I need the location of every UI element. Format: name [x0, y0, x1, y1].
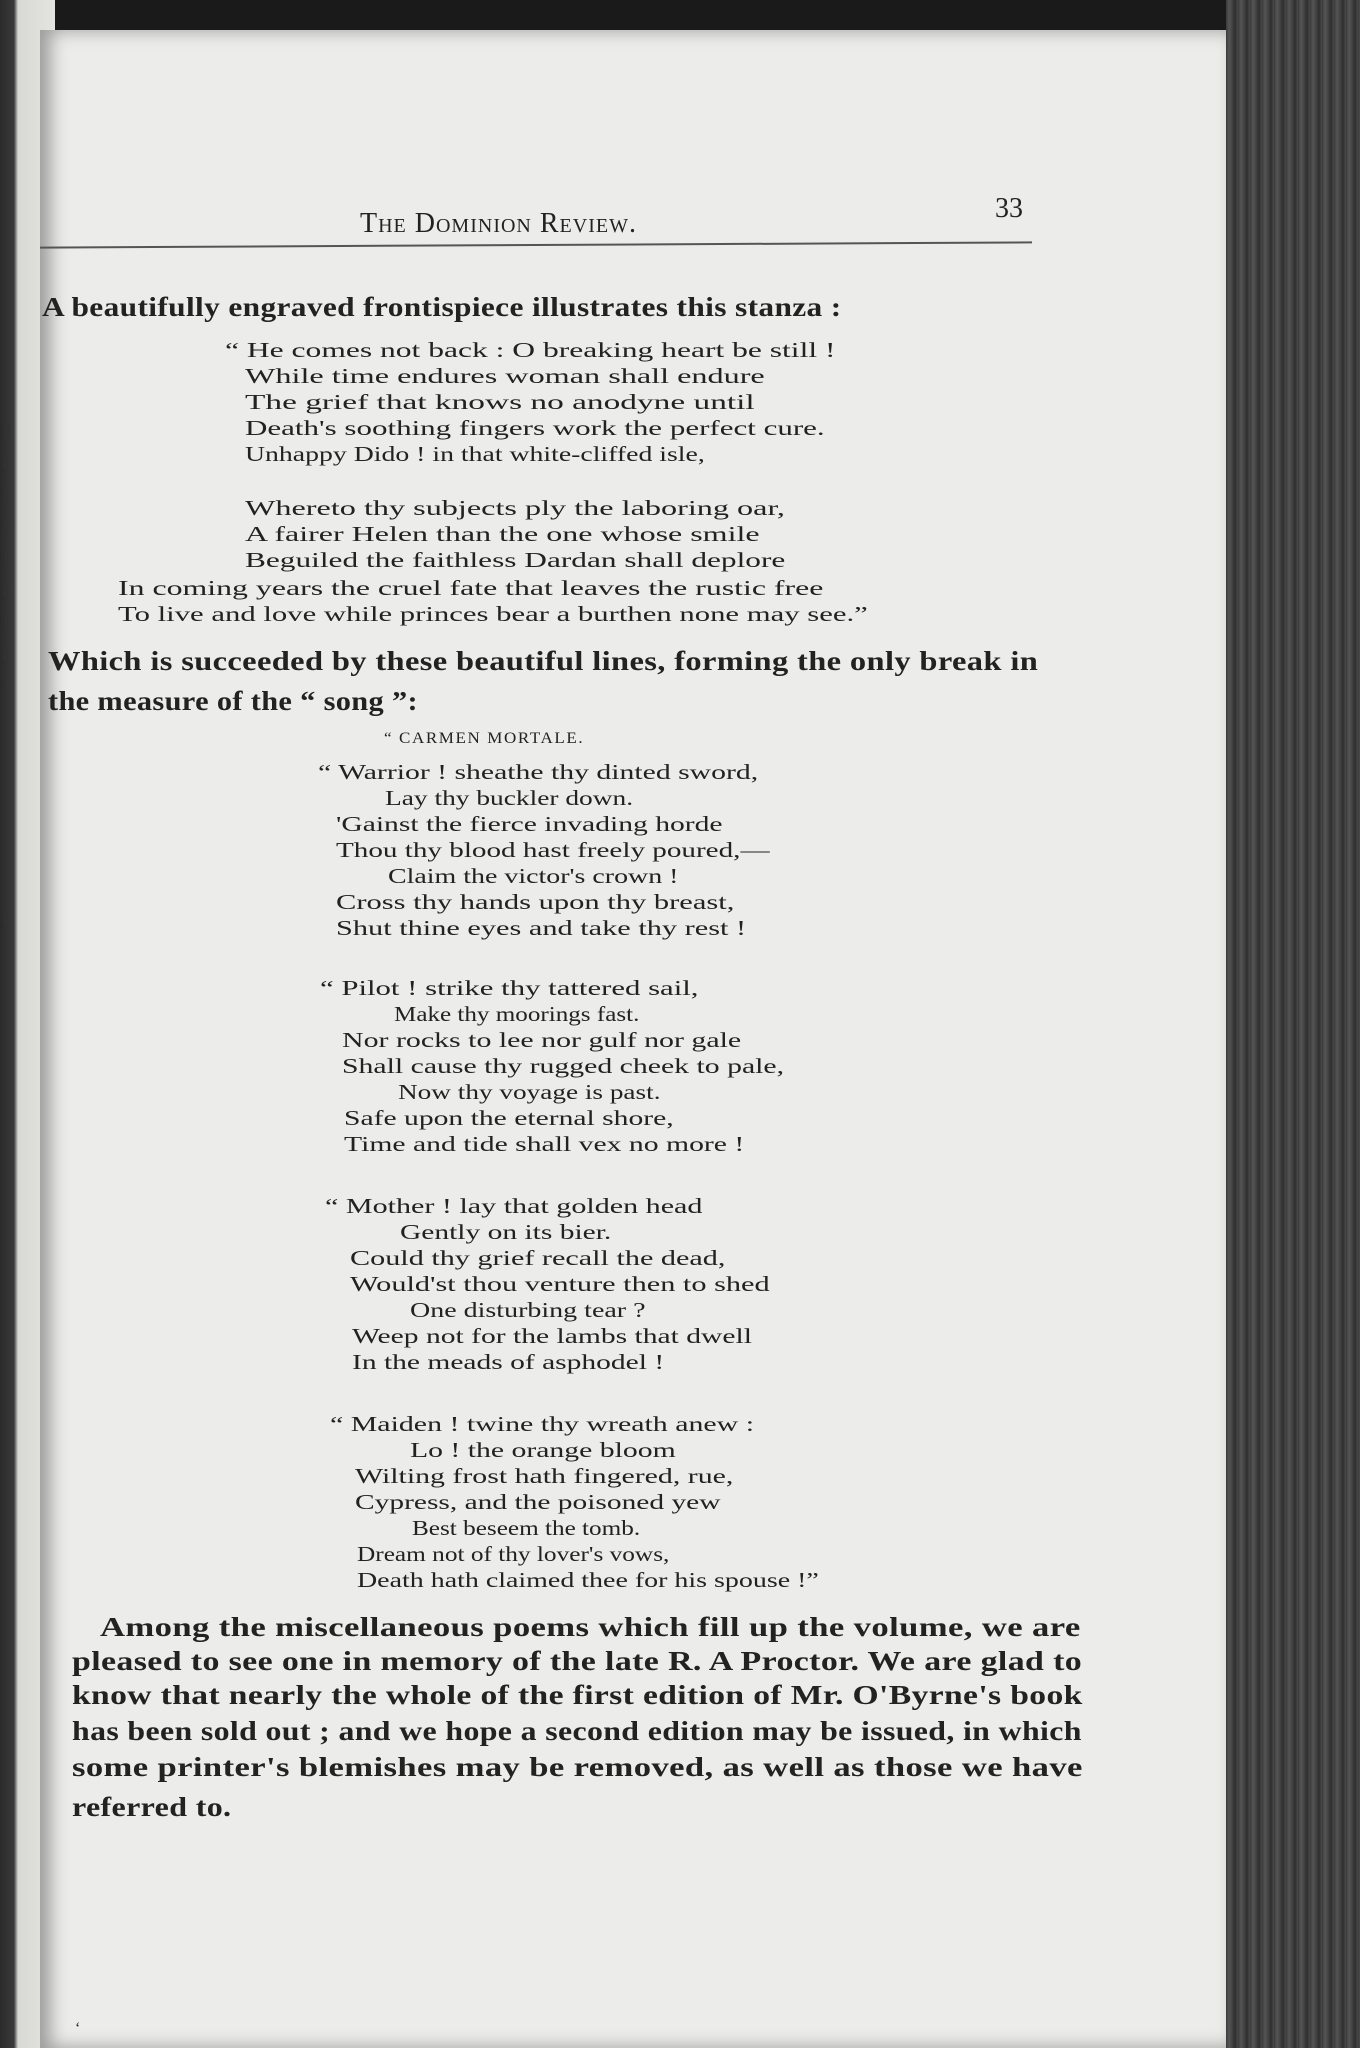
song-title: “ CARMEN MORTALE. [384, 730, 585, 747]
song-line: Nor rocks to lee nor gulf nor gale [342, 1028, 742, 1052]
song-line: Shut thine eyes and take thy rest ! [336, 916, 747, 940]
margin-letter: 1 [3, 676, 12, 695]
song-line: “ Warrior ! sheathe thy dinted sword, [318, 760, 759, 784]
margin-letter: y [3, 516, 12, 535]
song-line: Dream not of thy lover's vows, [357, 1542, 670, 1566]
song-line: Cross thy hands upon thy breast, [336, 890, 735, 914]
song-line: In the meads of asphodel ! [352, 1350, 665, 1374]
stanza-line: A fairer Helen than the one whose smile [245, 522, 760, 546]
song-line: Thou thy blood hast freely poured,— [336, 838, 770, 862]
song-line: Cypress, and the poisoned yew [355, 1490, 721, 1514]
stanza-line: In coming years the cruel fate that leaves the rustic free [118, 576, 824, 600]
closing-line: pleased to see one in memory of the late R. A Proctor. We are glad to [72, 1646, 1083, 1676]
song-line: 'Gainst the fierce invading horde [336, 812, 723, 836]
margin-letter: f [3, 612, 9, 631]
margin-letter: r [3, 910, 9, 929]
closing-line: Among the miscellaneous poems which fill up the volume, we are [100, 1612, 1081, 1642]
song-line: Best beseem the tomb. [412, 1516, 641, 1540]
closing-line: some printer's blemishes may be removed, as well as those we have [72, 1752, 1083, 1782]
song-line: Weep not for the lambs that dwell [352, 1324, 752, 1348]
song-line: “ Mother ! lay that golden head [325, 1194, 703, 1218]
closing-line: know that nearly the whole of the first edition of Mr. O'Byrne's book [72, 1680, 1083, 1710]
margin-letter: a [3, 580, 11, 599]
song-line: Wilting frost hath fingered, rue, [355, 1464, 734, 1488]
margin-letter: g [3, 420, 12, 439]
song-line: “ Pilot ! strike thy tattered sail, [320, 976, 699, 1000]
stanza-line: Unhappy Dido ! in that white-cliffed isle, [245, 442, 705, 466]
song-line: One disturbing tear ? [410, 1298, 646, 1322]
margin-letter: a [3, 644, 11, 663]
song-line: Death hath claimed thee for his spouse !” [357, 1568, 819, 1592]
margin-letter: s [3, 484, 10, 503]
song-line: Make thy moorings fast. [394, 1002, 640, 1026]
margin-letter: a [3, 452, 11, 471]
closing-line: has been sold out ; and we hope a second edition may be issued, in which [72, 1716, 1082, 1746]
song-line: Time and tide shall vex no more ! [344, 1132, 745, 1156]
stanza-line: Whereto thy subjects ply the laboring oar, [245, 496, 785, 520]
stanza-line: To live and love while princes bear a burthen none may see.” [118, 602, 868, 626]
stanza-line: Death's soothing fingers work the perfect cure. [245, 416, 825, 440]
song-line: Shall cause thy rugged cheek to pale, [342, 1054, 785, 1078]
song-line: Could thy grief recall the dead, [350, 1246, 726, 1270]
song-line: Gently on its bier. [400, 1220, 612, 1244]
song-line: Lay thy buckler down. [385, 786, 634, 810]
page-number: 33 [995, 193, 1023, 224]
stanza-line: The grief that knows no anodyne until [245, 390, 755, 414]
closing-line: referred to. [72, 1792, 232, 1822]
bridge-line: Which is succeeded by these beautiful lines, forming the only break in [48, 646, 1039, 676]
stanza-line: While time endures woman shall endure [245, 364, 765, 388]
margin-letter: f [3, 548, 9, 567]
stanza-line: Beguiled the faithless Dardan shall deplore [245, 548, 786, 572]
intro-line: A beautifully engraved frontispiece illustrates this stanza : [42, 292, 842, 322]
song-line: “ Maiden ! twine thy wreath anew : [330, 1412, 755, 1436]
song-line: Lo ! the orange bloom [410, 1438, 676, 1462]
book-spine-edge [1226, 0, 1360, 2048]
bridge-line: the measure of the “ song ”: [48, 686, 418, 716]
song-line: Claim the victor's crown ! [388, 864, 679, 888]
song-line: Now thy voyage is past. [398, 1080, 661, 1104]
page-mark: ‘ [75, 2020, 81, 2037]
running-head: The Dominion Review. [360, 208, 637, 239]
song-line: Safe upon the eternal shore, [344, 1106, 674, 1130]
song-line: Would'st thou venture then to shed [350, 1272, 770, 1296]
stanza-line: “ He comes not back : O breaking heart be still ! [225, 338, 836, 362]
